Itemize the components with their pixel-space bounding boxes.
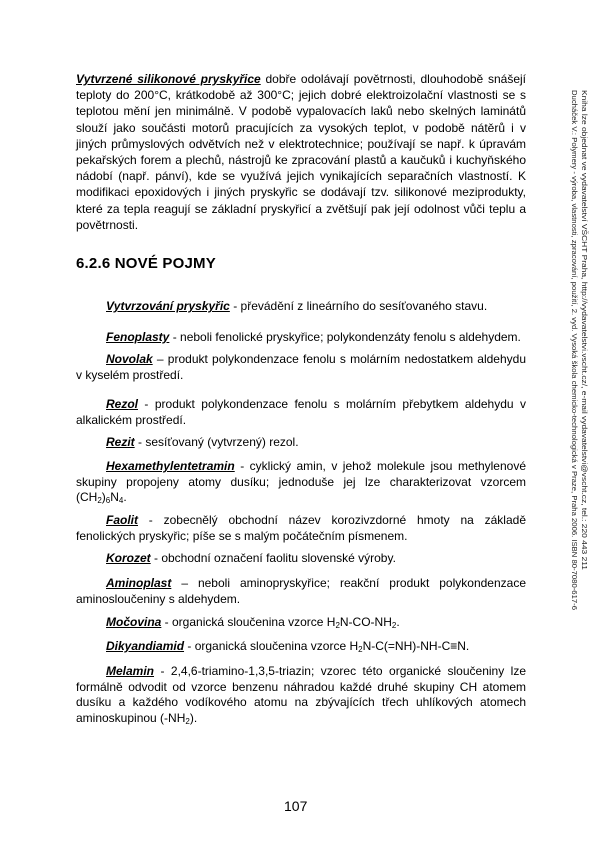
intro-text: dobře odolávají povětrnosti, dlouhodobě snášejí teploty do 200°C, krátkodobě až 300°C; jejich dobré elektroizolační vlastnosti se s teplotou mění jen minimálně. V podobě vypalovacích laků nebo skelných laminátů slouží jako součásti motorů pracujících za vysokých teplot, v podobě nátěrů i v jiných průmyslových odvětvích než v elektrotechnice; používají se např. k úpravám pekařských forem a plechů, nástrojů ke zpracování plastů a kaučuků i kuchyňského nádobí (např. pánví), kde se využívá jejich vynikajících separačních vlastností. K modifikaci epoxidových i jiných pryskyřic se dodávají tzv. silikonové meziprodukty, které za tepla reagují se základní pryskyřicí a zvětšují pak její odolnost vůči teplu a povětrnosti. — [76, 72, 526, 232]
term-item — [76, 615, 526, 634]
term-definition: - cyklický amin, v jehož molekule jsou methylenové skupiny propojeny atomy dusíku; jednoduše jej lze charakterizovat vzorcem (CH — [76, 459, 526, 504]
sidenote-line-1: Ducháček V.: Polymery - výroba, vlastnosti, zpracování, použití, 2. vyd. Vysoká škola chemicko-technologická v Praze, Praha 2006. ISBN 80-7080-617-6 — [570, 90, 579, 604]
term-item — [76, 459, 526, 509]
subscript: 6 — [105, 496, 111, 505]
term-name: Močovina — [106, 615, 162, 629]
term-name: Melamin — [106, 664, 155, 678]
term-definition: - produkt polykondenzace fenolu s molárním přebytkem aldehydu v alkalickém prostředí. — [76, 397, 526, 427]
term-item — [76, 513, 526, 544]
term-item — [76, 576, 526, 607]
subscript: 2 — [185, 716, 190, 726]
term-definition: - organická sloučenina vzorce H — [184, 639, 359, 653]
subscript: 2 — [335, 621, 340, 630]
term-item — [76, 664, 526, 729]
term-definition: . — [123, 490, 127, 504]
subscript: 4 — [118, 496, 124, 505]
term-name: Faolit — [106, 513, 138, 527]
term-definition: - 2,4,6-triamino-1,3,5-triazin; vzorec této organické sloučeniny lze formálně odvodit od vzorce benzenu náhradou každé druhé skupiny CH atomem dusíku a každého vodíkového atomu na zbývajících třech uhlíkových atomech aminoskupinou (-NH — [76, 664, 526, 725]
section-heading: 6.2.6 NOVÉ POJMY — [76, 255, 216, 272]
term-item — [76, 397, 526, 428]
term-name: Vytvrzování pryskyřic — [106, 299, 230, 313]
term-definition: - zobecnělý obchodní název korozivzdorné hmoty na základě fenolických pryskyřic; píše se s malým počátečním písmenem. — [76, 513, 526, 543]
sidenote-line-2: Kniha lze objednat ve vydavatelství VŠCHT Praha, http://vydavatelstvi.vscht.cz/, e-mail vydavatelstvi@vscht.cz, tel.: 220 443 211 — [580, 90, 589, 523]
term-definition: - sesíťovaný (vytvrzený) rezol. — [134, 435, 299, 449]
intro-paragraph — [76, 71, 526, 233]
term-definition: – neboli aminopryskyřice; reakční produkt polykondenzace aminosloučeniny s aldehydem. — [76, 576, 526, 606]
subscript: 2 — [391, 621, 397, 630]
term-item — [76, 551, 526, 567]
term-definition: N-CO-NH — [339, 615, 392, 629]
term-name: Novolak — [106, 352, 153, 366]
term-definition: N — [110, 490, 119, 504]
term-definition: - neboli fenolické pryskyřice; polykondenzáty fenolu s aldehydem. — [169, 330, 521, 344]
publication-sidenote — [566, 90, 596, 650]
term-name: Hexamethylentetramin — [106, 459, 235, 473]
term-name: Aminoplast — [106, 576, 172, 590]
intro-term: Vytvrzené silikonové pryskyřice — [76, 72, 261, 86]
term-definition: ) — [101, 490, 106, 504]
page-number: 107 — [284, 798, 308, 814]
term-item — [76, 639, 526, 658]
term-definition: – produkt polykondenzace fenolu s molárním nedostatkem aldehydu v kyselém prostředí. — [76, 352, 526, 382]
term-item — [76, 299, 526, 315]
term-definition: . — [396, 615, 400, 629]
term-definition: - obchodní označení faolitu slovenské výroby. — [150, 551, 396, 565]
term-item — [76, 330, 526, 346]
term-item — [76, 352, 526, 383]
term-item — [76, 435, 526, 451]
term-name: Rezol — [106, 397, 139, 411]
term-name: Dikyandiamid — [106, 639, 185, 653]
term-name: Korozet — [106, 551, 151, 565]
term-definition: - organická sloučenina vzorce H — [161, 615, 336, 629]
subscript: 2 — [97, 496, 102, 505]
subscript: 2 — [358, 645, 363, 654]
term-definition: - převádění z lineárního do sesíťovaného stavu. — [229, 299, 488, 313]
term-name: Rezit — [106, 435, 135, 449]
term-definition: ). — [189, 710, 198, 725]
term-name: Fenoplasty — [106, 330, 170, 344]
term-definition: N-C(=NH)-NH-C≡N. — [362, 639, 470, 653]
sidenote-svg — [566, 90, 596, 650]
